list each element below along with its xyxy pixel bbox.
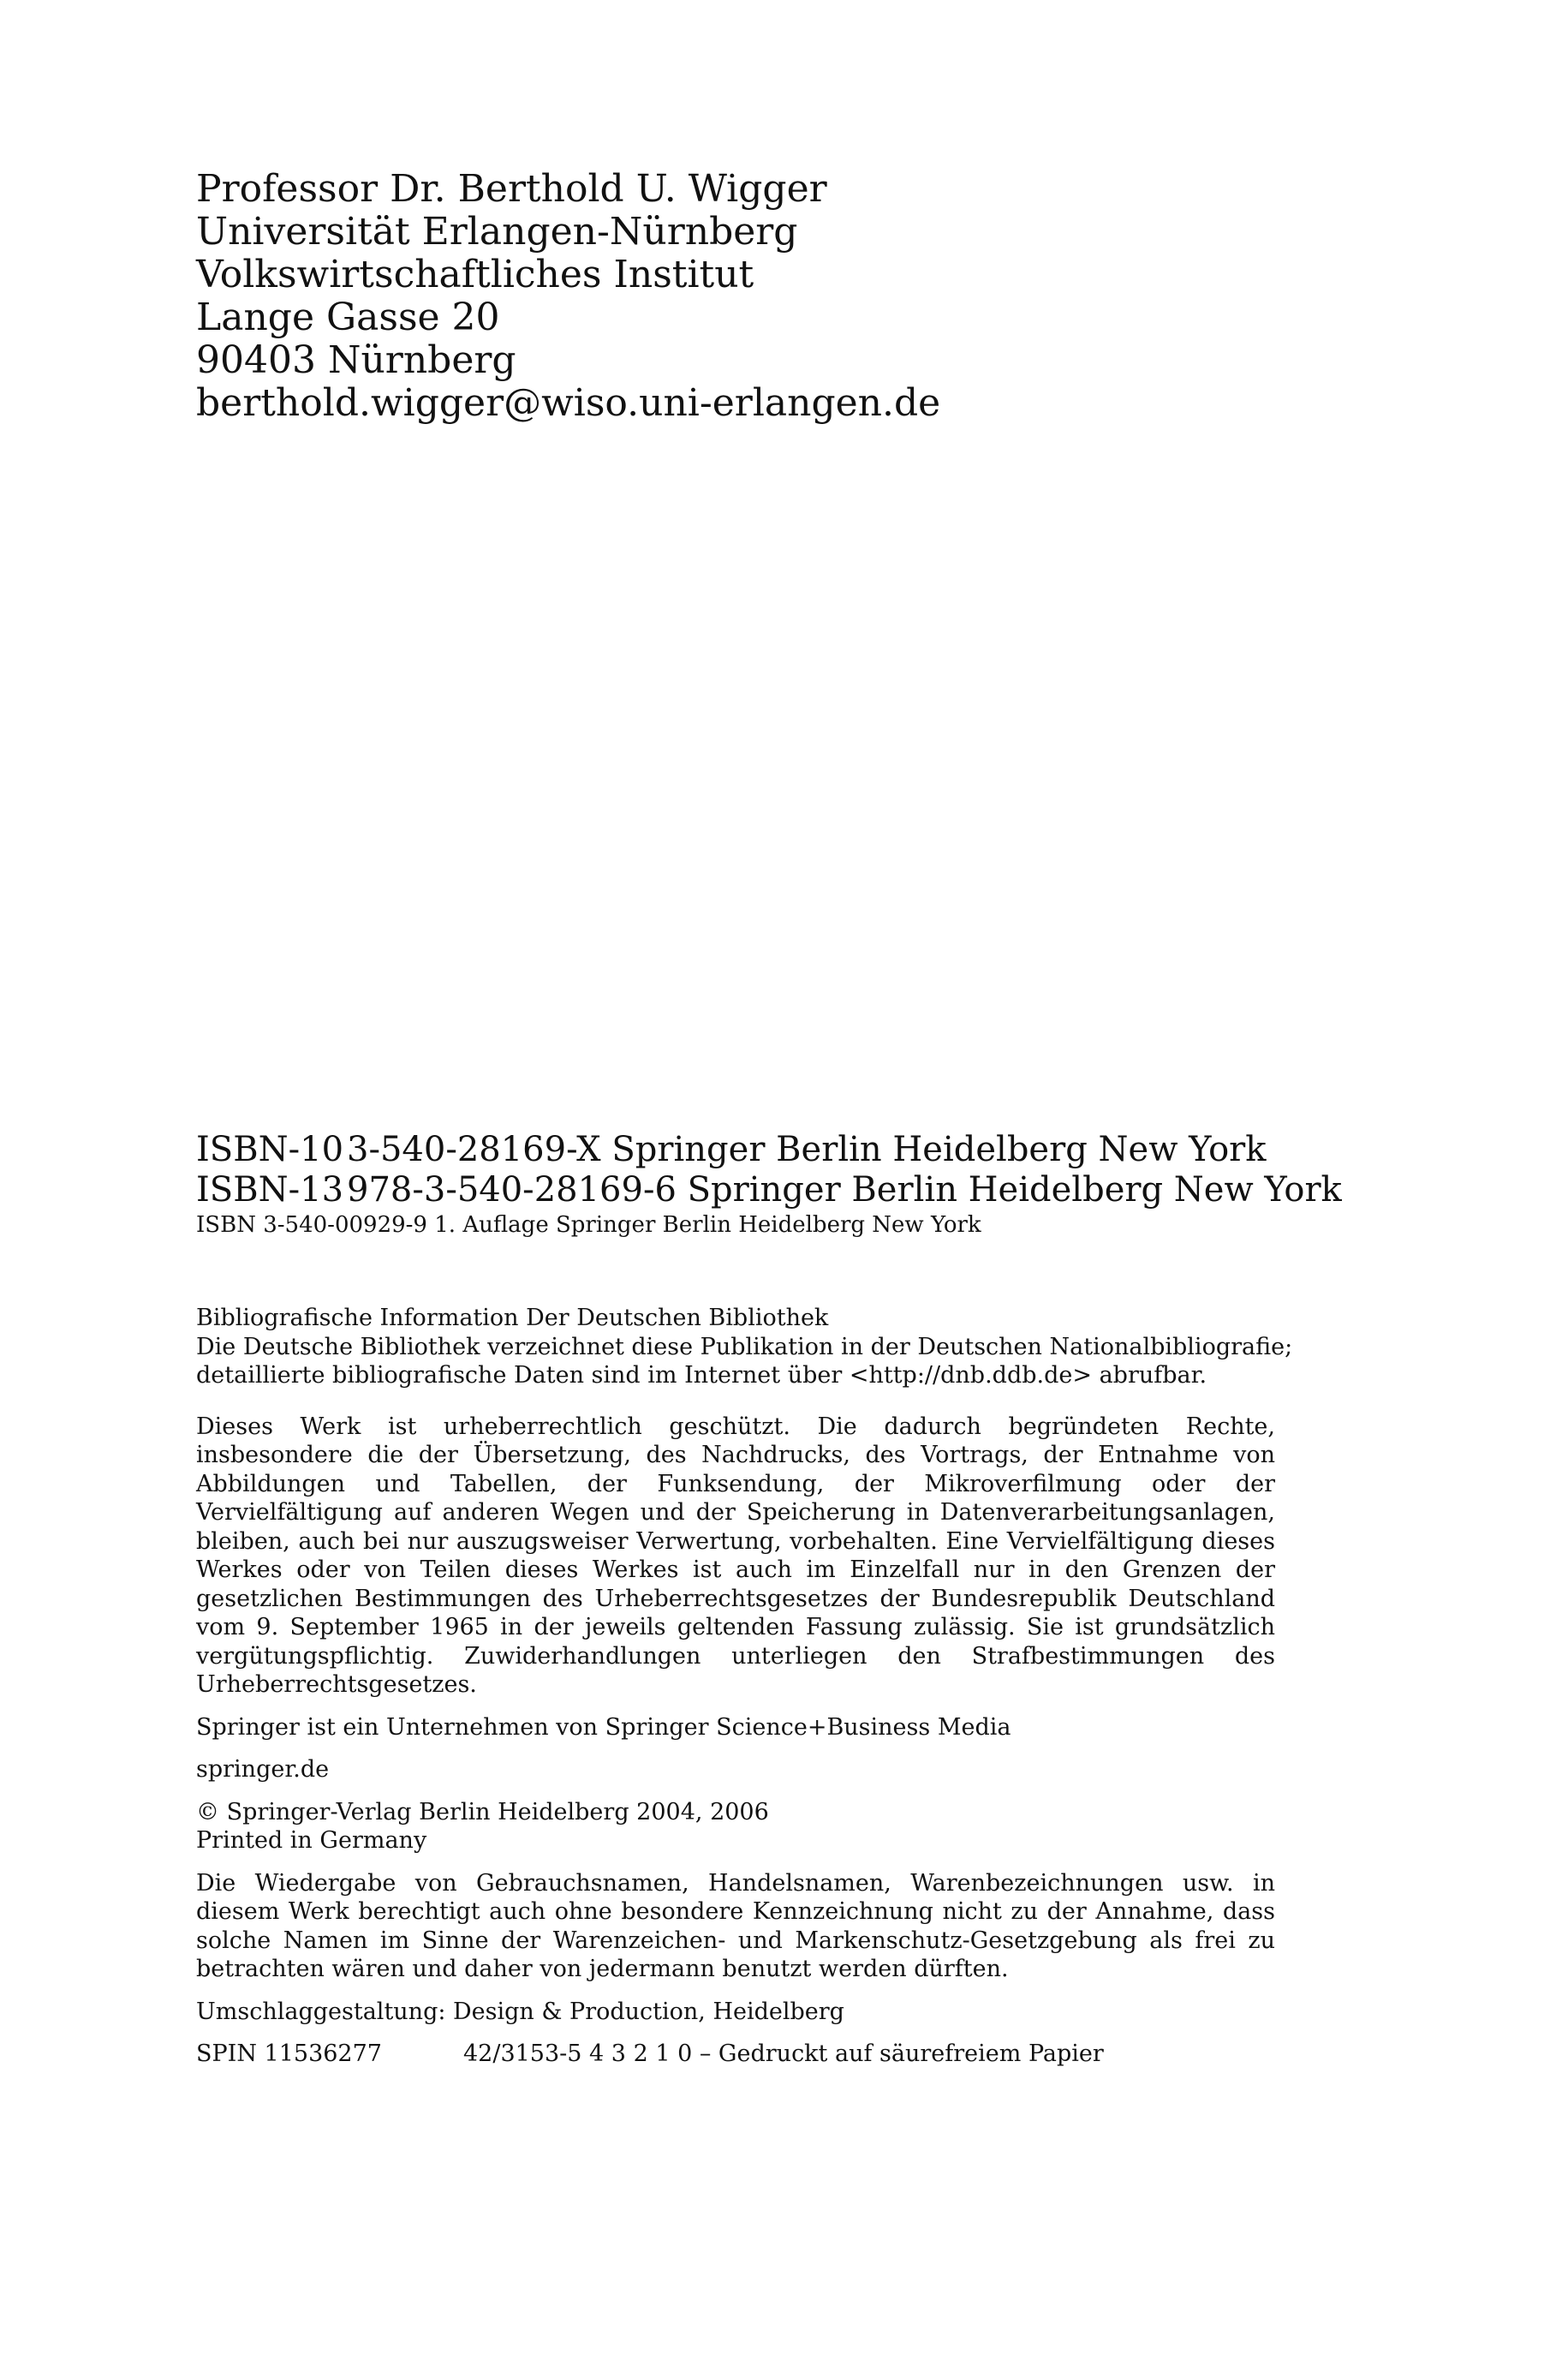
author-city: 90403 Nürnberg [196, 338, 516, 382]
imprint-body [196, 1304, 1293, 2069]
author-address-block [196, 168, 1275, 425]
bibliography-heading: Bibliografische Information Der Deutschen Bibliothek [196, 1305, 829, 1331]
spin-row [196, 2040, 1275, 2069]
first-edition-isbn: ISBN 3-540-00929-9 1. Auflage Springer Berlin Heidelberg New York [196, 1212, 981, 1238]
author-name: Professor Dr. Berthold U. Wigger [196, 167, 827, 211]
trademark-notice: Die Wiedergabe von Gebrauchsnamen, Handelsnamen, Warenbezeichnungen usw. in diesem Werk berechtigt auch ohne besondere Kennzeichnung nicht zu der Annahme, dass solche Namen im Sinne der Warenzeichen- und Markenschutz-Gesetzgebung als frei zu betrachten wären und daher von jedermann benutzt werden dürften. [196, 1869, 1275, 1982]
publisher-website: springer.de [196, 1756, 330, 1783]
isbn10-value: 3-540-28169-X Springer Berlin Heidelberg New York [347, 1130, 1267, 1169]
isbn-block [196, 1130, 1342, 1240]
printed-in: Printed in Germany [196, 1827, 427, 1854]
spin-number: SPIN 11536277 [196, 2040, 382, 2067]
publisher-line: Springer ist ein Unternehmen von Springer Science+Business Media [196, 1713, 1011, 1741]
isbn10-row [196, 1130, 1275, 1170]
author-institute: Volkswirtschaftliches Institut [196, 253, 754, 296]
isbn13-value: 978-3-540-28169-6 Springer Berlin Heidelberg New York [347, 1170, 1342, 1210]
print-info: 42/3153-5 4 3 2 1 0 – Gedruckt auf säurefreiem Papier [463, 2040, 1104, 2067]
isbn13-row [196, 1170, 1342, 1210]
imprint-page [196, 0, 1342, 2378]
author-street: Lange Gasse 20 [196, 296, 500, 339]
author-email: berthold.wigger@wiso.uni-erlangen.de [196, 381, 941, 425]
copyright-notice: Dieses Werk ist urheberrechtlich geschützt. Die dadurch begründeten Rechte, insbesondere die der Übersetzung, des Nachdrucks, des Vortrags, der Entnahme von Abbildungen und Tabellen, der Funksendung, der Mikroverfilmung oder der Vervielfältigung auf anderen Wegen und der Speicherung in Datenverarbeitungsanlagen, bleiben, auch bei nur auszugsweiser Verwertung, vorbehalten. Eine Vervielfältigung dieses Werkes oder von Teilen dieses Werkes ist auch im Einzelfall nur in den Grenzen der gesetzlichen Bestimmungen des Urheberrechtsgesetzes der Bundesrepublik Deutschland vom 9. September 1965 in der jeweils geltenden Fassung zulässig. Sie ist grundsätzlich vergütungspflichtig. Zuwiderhandlungen unterliegen den Strafbestimmungen des Urheberrechtsgesetzes. [196, 1413, 1275, 1698]
copyright-line: © Springer-Verlag Berlin Heidelberg 2004, 2006 [196, 1798, 769, 1825]
cover-design-credit: Umschlaggestaltung: Design & Production, Heidelberg [196, 1998, 844, 2025]
bibliography-line-1: Die Deutsche Bibliothek verzeichnet diese Publikation in der Deutschen Nationalbibliografie; [196, 1333, 1293, 1360]
isbn13-label: ISBN-13 [196, 1170, 344, 1210]
author-university: Universität Erlangen-Nürnberg [196, 210, 798, 254]
isbn10-label: ISBN-10 [196, 1130, 344, 1169]
bibliography-line-2: detaillierte bibliografische Daten sind im Internet über <http://dnb.ddb.de> abrufbar. [196, 1362, 1207, 1389]
